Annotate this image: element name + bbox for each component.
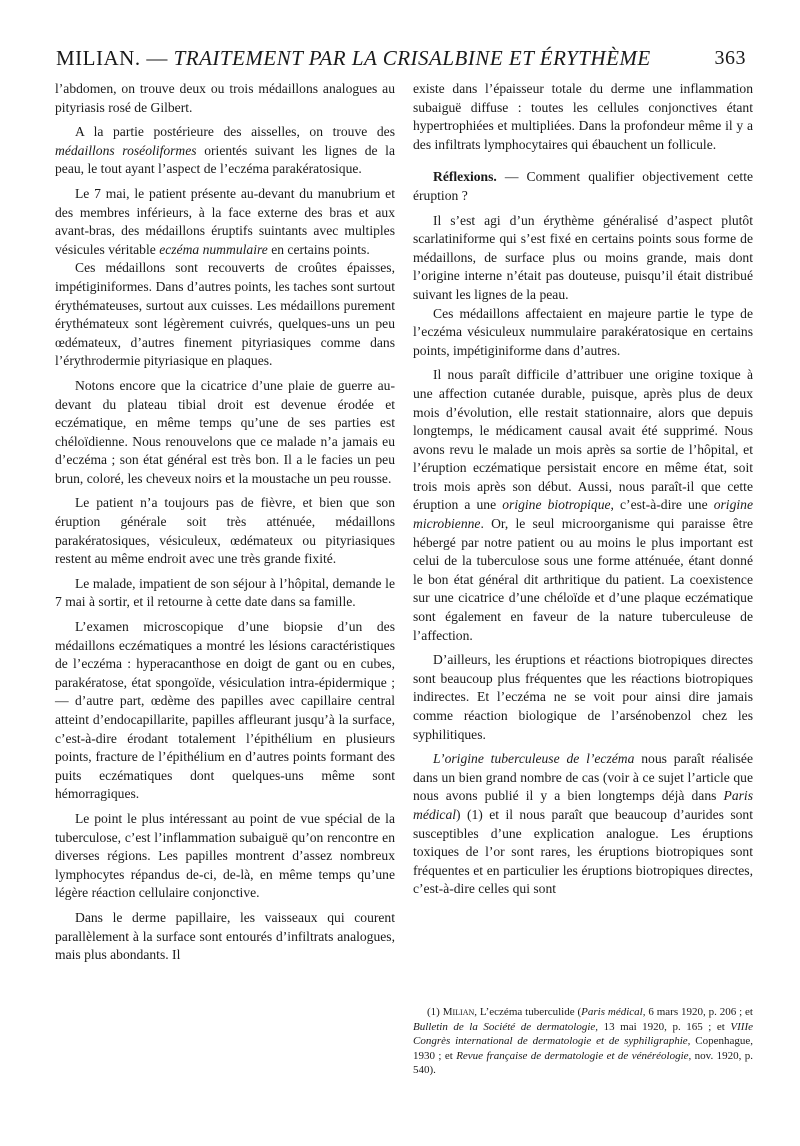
- paragraph: Le point le plus intéressant au point de vue spécial de la tuberculose, c’est l’inflammation subaiguë qu’on rencontre en diverses régions. Les papilles montrent d’assez nombreux lymphocytes répandus de-ci, de-là, en même temps qu’une légère réaction cellulaire conjonctive.: [55, 810, 395, 901]
- page-number: 363: [714, 47, 746, 69]
- footnote-text: (1) Milian, L’eczéma tuberculide (Paris médical, 6 mars 1920, p. 206 ; et Bulletin de la Société de dermatologie, 13 mai 1920, p. 165 ; et VIIIe Congrès international de dermatologie et de syphiligraphie, Copenhague, 1930 ; et Revue française de dermatologie et de vénéréologie, nov. 1920, p. 540).: [413, 1006, 754, 1077]
- paragraph: L’origine tuberculeuse de l’eczéma nous paraît réalisée dans un bien grand nombre de cas (voir à ce sujet l’article que nous avons publié il y a bien longtemps déjà dans Paris médical) (1) et il nous paraît que beaucoup d’aurides sont susceptibles d’une explication analogue. Les éruptions toxiques de l’or sont rares, les éruptions biotropiques sont fréquentes et en particulier les éruptions biotropiques directes, c’est-à-dire celles qui sont: [413, 751, 753, 897]
- paragraph: Il s’est agi d’un érythème généralisé d’aspect plutôt scarlatiniforme qui s’est fixé en certains points sous forme de médaillons, de surface plus ou moins grande, mais dont l’origine interne n’était pas douteuse, puisqu’il était distribué suivant les lignes de la peau.: [413, 212, 753, 302]
- paragraph: existe dans l’épaisseur totale du derme une inflammation subaiguë diffuse : toutes les cellules conjonctives étant hypertrophiées et multipliées. Dans la profondeur même il y a des infiltrats lymphocytaires qui ébauchent un follicule.: [413, 81, 753, 152]
- section-heading: Réflexions.: [433, 169, 497, 185]
- left-column: [55, 80, 395, 965]
- paragraph: Le 7 mai, le patient présente au-devant du manubrium et des membres inférieurs, à la face externe des bras et aux avant-bras, des médaillons éruptifs suintants avec multiples vésicules véritable eczéma nummulaire en certains points.: [55, 185, 395, 257]
- paragraph: l’abdomen, on trouve deux ou trois médaillons analogues au pityriasis rosé de Gilbert.: [55, 81, 395, 115]
- right-column: [413, 80, 753, 899]
- footnote: [413, 1005, 753, 1078]
- paragraph: Ces médaillons sont recouverts de croûtes épaisses, impétiginiformes. Dans d’autres points, les taches sont surtout érythémateuses, surtout aux cuisses. Les médaillons purement érythémateux sont légèrement cuivrés, quelques-uns un peu œdémateux, d’autres finement pityriasiques comme dans l’érythrodermie pityriasique en plaques.: [55, 260, 395, 369]
- paragraph: Le malade, impatient de son séjour à l’hôpital, demande le 7 mai à sortir, et il retourne à cette date dans sa famille.: [55, 575, 395, 610]
- paragraph: Il nous paraît difficile d’attribuer une origine toxique à une affection cutanée durable, puisque, après plus de deux mois d’évolution, elle restait stationnaire, alors que depuis longtemps, le médicament causal avait été supprimé. Nous avons revu le malade un mois après sa sortie de l’hôpital, et l’éruption eczématique persistait encore en même état, soit trois mois après son début. Aussi, nous paraît-il que cette éruption a une origine biotropique, c’est-à-dire une origine microbienne. Or, le seul microorganisme qui paraisse être hébergé par notre patient ou au moins le plus important est celui de la tuberculose sous une forme atténuée, étant donné le bon état général dit arthritique du patient. La coexistence sur une cicatrice d’une chéloïde et d’une plaque eczématique sont également en faveur de la nature tuberculeuse de l’affection.: [413, 367, 753, 643]
- running-head-separator: —: [140, 46, 174, 70]
- paragraph: Le patient n’a toujours pas de fièvre, et bien que son éruption générale soit très atténuée, médaillons parakératosiques, vésiculeux, œdémateux ou pityriasiques restent au même endroit avec une très grande fixité.: [55, 495, 395, 567]
- paragraph: Ces médaillons affectaient en majeure partie le type de l’eczéma vésiculeux nummulaire parakératosique en certains points, impétiginiforme dans d’autres.: [413, 305, 753, 358]
- running-head-title: TRAITEMENT PAR LA CRISALBINE ET ÉRYTHÈME: [173, 46, 651, 70]
- paragraph: A la partie postérieure des aisselles, on trouve des médaillons roséoliformes orientés suivant les lignes de la peau, le tout ayant l’aspect de l’eczéma parakératosique.: [55, 124, 395, 177]
- paragraph: Dans le derme papillaire, les vaisseaux qui courent parallèlement à la surface sont entourés d’infiltrats analogues, mais plus abondants. Il: [55, 909, 395, 963]
- paragraph: Réflexions. — Comment qualifier objectivement cette éruption ?: [413, 169, 753, 203]
- running-head: [56, 44, 746, 72]
- paragraph: D’ailleurs, les éruptions et réactions biotropiques directes sont beaucoup plus fréquentes que les réactions biotropiques indirectes. Et l’eczéma ne se voit pour ainsi dire jamais comme réaction biologique de l’arsénobenzol chez les syphilitiques.: [413, 652, 753, 742]
- running-head-author: MILIAN.: [56, 46, 141, 70]
- paragraph: Notons encore que la cicatrice d’une plaie de guerre au-devant du plateau tibial droit est devenue érodée et eczématique, en même temps qu’une de ses parties est chéloïdienne. Nous renouvelons que ce malade n’a jamais eu d’eczéma ; son état général est très bon. Il a le facies un peu brun, coloré, les cheveux noirs et la moustache un peu rousse.: [55, 377, 395, 486]
- paragraph: L’examen microscopique d’une biopsie d’un des médaillons eczématiques a montré les lésions caractéristiques de l’eczéma : hyperacanthose en doigt de gant ou en cubes, parakératose, état spongoïde, vésiculation intra-épidermique ; — d’autre part, œdème des papilles avec capillaire central atteint d’endocapillarite, papilles affleurant jusqu’à la surface, c’est-à-dire érodant totalement l’épithélium en plusieurs points, fracture de l’épithélium en d’autres points formant des puits eczématiques dont quelques-uns même sont hémorragiques.: [55, 619, 395, 802]
